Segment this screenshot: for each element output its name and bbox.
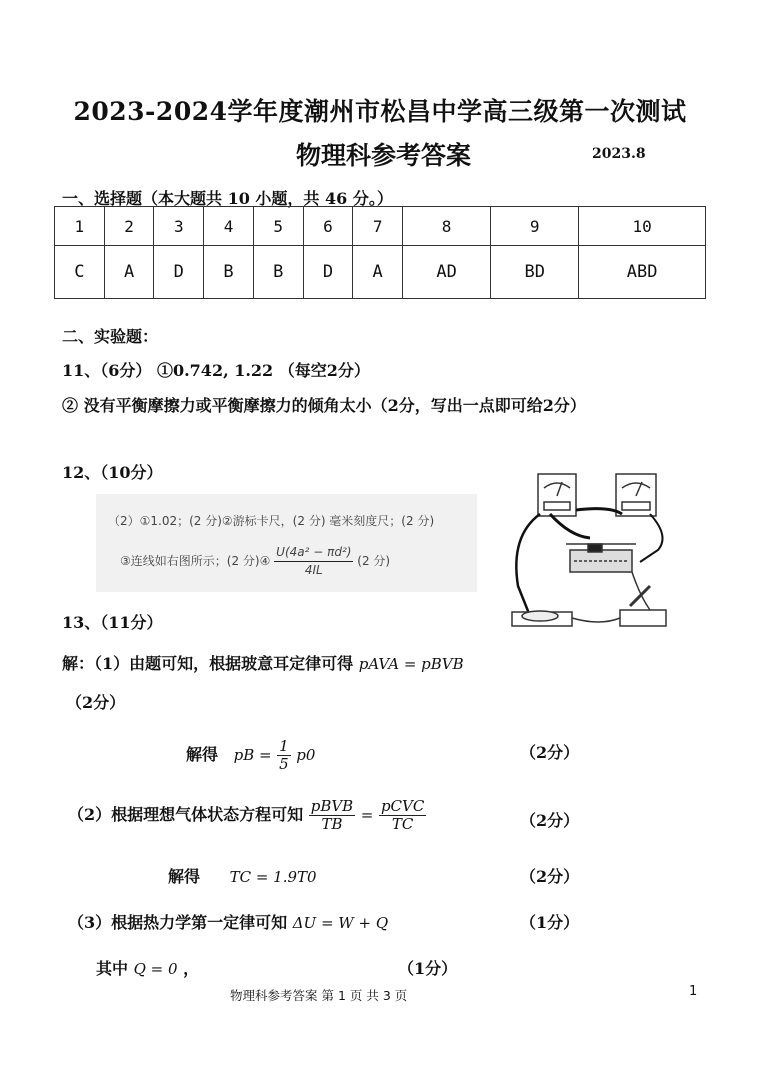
q13-line5 — [68, 910, 388, 933]
q13-line3-text: （2）根据理想气体状态方程可知 — [68, 805, 304, 824]
fraction-denominator: TC — [391, 815, 414, 833]
q12-formula-numerator: U(4a² − πd²) — [274, 544, 353, 562]
fraction-denominator: 5 — [279, 755, 289, 773]
q11-line1: 11、（6分） ①0.742, 1.22 （每空2分） — [62, 361, 370, 380]
q12-answer-image — [96, 494, 477, 592]
q13-line6-b: ， — [183, 959, 200, 978]
p0-term: p0 — [296, 746, 316, 764]
fraction-numerator: 1 — [279, 737, 289, 755]
equals-sign: = — [360, 806, 374, 824]
q13-solve2 — [168, 864, 317, 887]
title-line1: 2023-2024学年度潮州市松昌中学高三级第一次测试 — [73, 97, 687, 126]
answer-table-number-row — [55, 207, 706, 246]
answer-table — [54, 206, 706, 299]
question-number: 1 — [55, 207, 105, 246]
question-number: 4 — [204, 207, 254, 246]
q13-line1-text: 解：（1）由题可知，根据玻意耳定律可得 — [62, 654, 354, 673]
solve1-label: 解得 — [186, 745, 219, 764]
answer-cell: D — [154, 246, 204, 299]
section1-heading: 一、选择题（本大题共 10 小题，共 46 分。） — [62, 189, 393, 208]
q13-score6: （1分） — [398, 959, 458, 978]
q13-line1 — [62, 651, 464, 674]
q13-line6 — [96, 956, 199, 979]
circuit-diagram — [500, 466, 690, 646]
fraction-denominator: TB — [321, 815, 343, 833]
answer-cell: AD — [403, 246, 491, 299]
question-number: 8 — [403, 207, 491, 246]
q12-image-line2-a: ③连线如右图所示；(2 分)④ — [120, 554, 271, 568]
question-number: 10 — [579, 207, 706, 246]
q-zero: Q = 0 — [133, 960, 178, 978]
q13-score1: （2分） — [66, 693, 126, 712]
q13-label: 13、（11分） — [62, 613, 163, 632]
answer-table-answer-row — [55, 246, 706, 299]
page-footer: 物理科参考答案 第 1 页 共 3 页 — [230, 988, 408, 1003]
q13-solve1 — [186, 738, 315, 773]
state-fraction-left — [309, 798, 355, 833]
question-number: 9 — [491, 207, 579, 246]
q13-line3 — [68, 798, 426, 833]
tc-result: TC = 1.9T0 — [229, 868, 317, 886]
q13-score4: （2分） — [520, 867, 580, 886]
page-number: 1 — [689, 984, 698, 999]
question-number: 3 — [154, 207, 204, 246]
date: 2023.8 — [592, 146, 646, 162]
answer-cell: BD — [491, 246, 579, 299]
fraction-numerator: pBVB — [310, 797, 354, 815]
q13-score5: （1分） — [520, 913, 580, 932]
boyle-law-equation: pAVA = pBVB — [358, 655, 464, 673]
q12-label: 12、（10分） — [62, 463, 163, 482]
solve2-label: 解得 — [168, 867, 201, 886]
question-number: 7 — [353, 207, 403, 246]
answer-cell: D — [303, 246, 353, 299]
pb-lhs: pB = — [233, 746, 272, 764]
q12-image-line1: （2）①1.02；(2 分)②游标卡尺，(2 分) 毫米刻度尺；(2 分) — [108, 514, 435, 528]
question-number: 6 — [303, 207, 353, 246]
question-number: 5 — [253, 207, 303, 246]
q11-line2: ② 没有平衡摩擦力或平衡摩擦力的倾角太小（2分，写出一点即可给2分） — [62, 396, 586, 415]
answer-cell: ABD — [579, 246, 706, 299]
answer-cell: A — [104, 246, 154, 299]
answer-cell: B — [204, 246, 254, 299]
fraction-numerator: pCVC — [380, 797, 425, 815]
one-fifth-fraction — [277, 738, 291, 773]
first-law-equation: ΔU = W + Q — [292, 914, 389, 932]
question-number: 2 — [104, 207, 154, 246]
q13-line5-text: （3）根据热力学第一定律可知 — [68, 913, 288, 932]
answer-cell: C — [55, 246, 105, 299]
title-line2: 物理科参考答案 — [296, 141, 472, 170]
q13-score2: （2分） — [520, 743, 580, 762]
q13-line6-a: 其中 — [96, 959, 129, 978]
answer-cell: A — [353, 246, 403, 299]
q12-image-line2 — [120, 544, 390, 579]
section2-heading: 二、实验题： — [62, 327, 159, 346]
q12-formula — [274, 544, 353, 579]
answer-cell: B — [253, 246, 303, 299]
q13-score3: （2分） — [520, 811, 580, 830]
state-fraction-right — [379, 798, 426, 833]
q12-formula-denominator: 4IL — [304, 563, 323, 577]
q12-image-line2-b: (2 分) — [357, 554, 391, 568]
